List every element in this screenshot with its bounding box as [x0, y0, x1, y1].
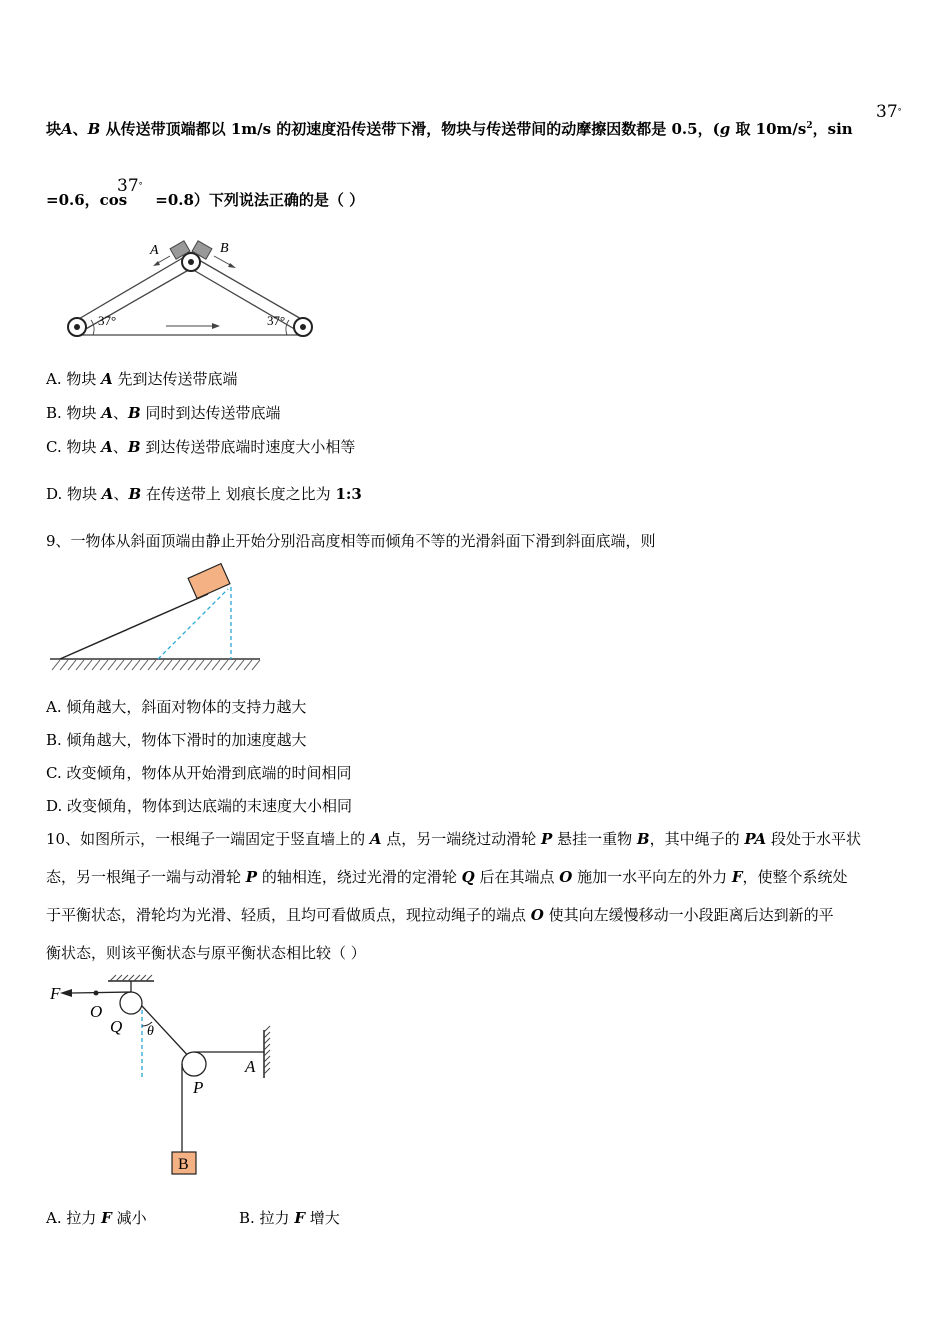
option-prefix: B. 物块 — [46, 404, 102, 422]
var-g: g — [719, 120, 731, 138]
sep: 、 — [113, 485, 129, 503]
label-a: A — [150, 243, 159, 258]
arrow-b-head — [228, 263, 236, 268]
q9-option-c[interactable]: C. 改变倾角，物体从开始滑到底端的时间相同 — [46, 764, 352, 782]
q10-option-b[interactable] — [239, 1208, 340, 1228]
text: 的初速度沿传送带下滑，物块与传送带间的动摩擦因数都是 — [271, 120, 672, 138]
text: =0.8）下列说法正确的是（ ） — [155, 191, 365, 209]
rope-to-o — [72, 992, 131, 993]
angle-right-label: 37° — [267, 313, 286, 328]
var: B — [128, 485, 142, 503]
var: B — [127, 438, 141, 456]
option-prefix: C. 物块 — [46, 438, 102, 456]
belt-left-lower — [77, 268, 192, 334]
belt-left-upper — [77, 256, 186, 320]
option-text: 增大 — [304, 1209, 340, 1227]
var: Q — [461, 868, 475, 886]
angle: 37 — [117, 176, 139, 196]
q9-stem: 9、一物体从斜面顶端由静止开始分别沿高度相等而倾角不等的光滑斜面下滑到斜面底端，则 — [46, 532, 656, 550]
q9-option-d[interactable]: D. 改变倾角，物体到达底端的末速度大小相同 — [46, 797, 353, 815]
var: A — [101, 370, 113, 388]
option-text: 在传送带上 划痕长度之比为 — [141, 485, 336, 503]
var: A — [101, 404, 113, 422]
text: =0.6， — [46, 191, 100, 209]
conveyor-figure — [60, 232, 330, 344]
text: ，其中绳子的 — [649, 830, 745, 848]
force-f-arrowhead — [60, 989, 72, 997]
label-o: O — [90, 1002, 103, 1021]
var: O — [559, 868, 573, 886]
text: 悬挂一重物 — [552, 830, 637, 848]
option-prefix: B. 拉力 — [239, 1209, 295, 1227]
belt-direction-arrow-head — [212, 323, 220, 329]
var: A — [101, 485, 114, 503]
label-b: B — [178, 1156, 189, 1173]
g-value: 10m/s — [755, 120, 807, 138]
option-text: 到达传送带底端时速度大小相等 — [140, 438, 356, 456]
var-a: A — [61, 120, 73, 138]
exponent: 2 — [806, 121, 813, 131]
var-b: B — [87, 120, 101, 138]
var: B — [636, 830, 650, 848]
ground-hatching — [52, 660, 260, 670]
label-theta: θ — [147, 1024, 154, 1039]
incline-line — [60, 594, 208, 659]
point-o — [94, 991, 99, 996]
sep: 、 — [112, 404, 128, 422]
cos-label: cos — [99, 191, 128, 209]
ceiling-hatching — [110, 975, 152, 981]
steep-incline-dashed — [158, 589, 228, 659]
option-text: 先到达传送带底端 — [112, 370, 238, 388]
q8-stem-line1 — [46, 116, 853, 139]
label-p: P — [193, 1078, 204, 1097]
q8-option-b[interactable] — [46, 403, 280, 423]
pulley-q — [120, 992, 142, 1014]
text: 从传送带顶端都以 — [100, 120, 231, 138]
option-text: 同时到达传送带底端 — [140, 404, 281, 422]
incline-figure — [48, 562, 264, 674]
sep: 、 — [112, 438, 128, 456]
degree: ° — [897, 107, 902, 116]
text: 10、如图所示，一根绳子一端固定于竖直墙上的 — [46, 830, 370, 848]
var: O — [530, 906, 544, 924]
pulley-right-hub — [300, 324, 306, 330]
wall-hatching — [264, 1026, 270, 1074]
text: 点，另一端绕过动滑轮 — [381, 830, 542, 848]
q9-option-a[interactable]: A. 倾角越大，斜面对物体的支持力越大 — [46, 698, 307, 716]
q8-option-d[interactable] — [46, 484, 362, 504]
pulley-top-hub — [188, 259, 194, 265]
text: 段处于水平状 — [766, 830, 861, 848]
q10-stem-line4: 衡状态，则该平衡状态与原平衡状态相比较（ ） — [46, 944, 366, 962]
label-f: F — [50, 984, 61, 1003]
speed: 1m/s — [230, 120, 272, 138]
label-q: Q — [110, 1017, 123, 1036]
var: F — [294, 1209, 305, 1227]
q10-stem-line1 — [46, 829, 861, 849]
degree: ° — [138, 181, 143, 190]
var: A — [369, 830, 382, 848]
sin-angle — [876, 102, 902, 122]
cos-angle — [117, 176, 143, 196]
pulley-left-hub — [74, 324, 80, 330]
q10-stem-line3 — [46, 905, 834, 925]
label-a: A — [245, 1057, 256, 1076]
ratio: 1:3 — [335, 485, 362, 503]
option-prefix: A. 拉力 — [46, 1209, 102, 1227]
q10-option-a[interactable] — [46, 1208, 147, 1228]
var: P — [541, 830, 553, 848]
text: 取 — [730, 120, 756, 138]
mu-value: 0.5 — [671, 120, 698, 138]
option-prefix: D. 物块 — [46, 485, 102, 503]
var: B — [127, 404, 141, 422]
option-prefix: A. 物块 — [46, 370, 102, 388]
q10-stem-line2 — [46, 867, 848, 887]
q8-option-c[interactable] — [46, 437, 355, 457]
belt-right-upper — [192, 256, 303, 320]
var: P — [245, 868, 258, 886]
angle-left-label: 37° — [98, 313, 117, 328]
var: F — [101, 1209, 112, 1227]
text: ，使整个系统处 — [742, 868, 848, 886]
q8-option-a[interactable] — [46, 369, 238, 389]
pulley-p — [182, 1052, 206, 1076]
q9-option-b[interactable]: B. 倾角越大，物体下滑时的加速度越大 — [46, 731, 307, 749]
option-text: 减小 — [111, 1209, 147, 1227]
angle-arc-right — [286, 320, 289, 335]
angle-arc-left — [91, 320, 94, 335]
text: 态，另一根绳子一端与动滑轮 — [46, 868, 246, 886]
text: 于平衡状态，滑轮均为光滑、轻质，且均可看做质点，现拉动绳子的端点 — [46, 906, 531, 924]
q8-stem-line2 — [46, 190, 364, 210]
belt-right-lower — [190, 268, 303, 334]
text: 使其向左缓慢移动一小段距离后达到新的平 — [543, 906, 834, 924]
text: 后在其端点 — [474, 868, 560, 886]
label-b: B — [220, 241, 229, 256]
var: PA — [744, 830, 767, 848]
sin-label: sin — [827, 120, 853, 138]
text: 的轴相连，绕过光滑的定滑轮 — [257, 868, 462, 886]
text: ， — [812, 120, 828, 138]
text: 、 — [72, 120, 88, 138]
var: A — [101, 438, 113, 456]
var: F — [731, 868, 743, 886]
text: ，( — [697, 120, 720, 138]
angle: 37 — [876, 102, 898, 122]
text: 施加一水平向左的外力 — [572, 868, 732, 886]
text: 块 — [46, 120, 62, 138]
pulley-figure — [46, 972, 276, 1180]
